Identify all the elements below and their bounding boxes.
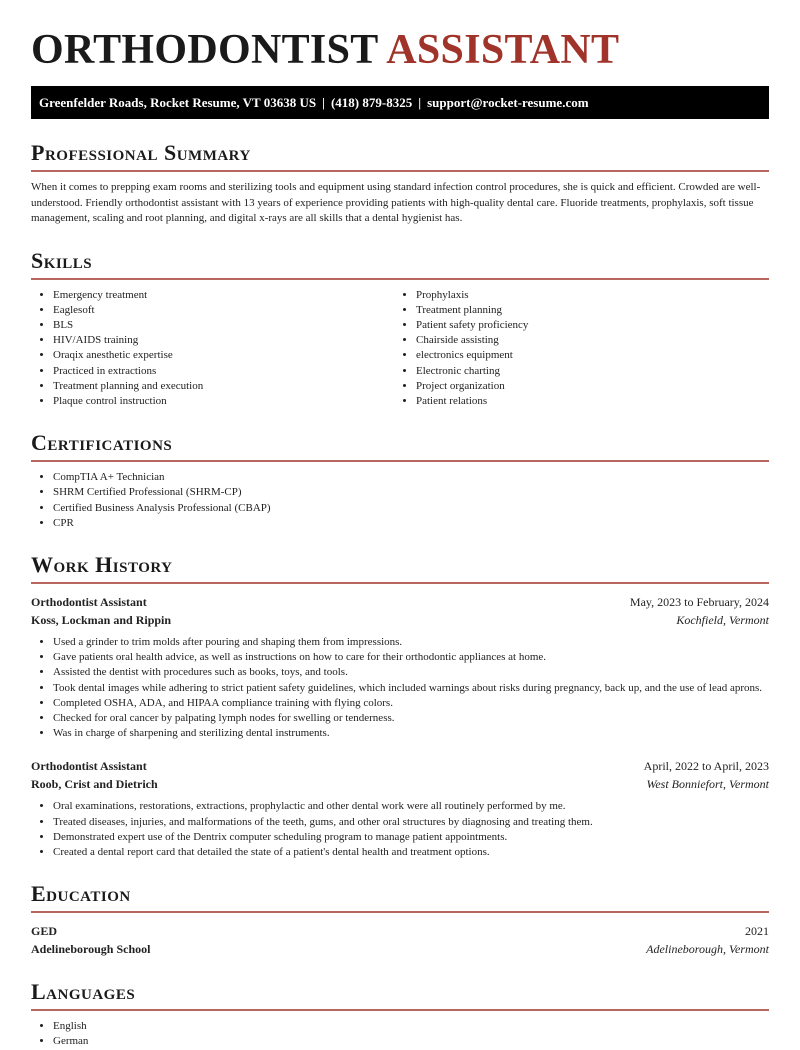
job-bullet: • Demonstrated expert use of the Dentrix computer scheduling program to manage patient appointments. <box>53 830 769 845</box>
name-first: ORTHODONTIST <box>31 27 378 73</box>
job-entry <box>31 757 769 860</box>
job-company: Koss, Lockman and Rippin <box>31 612 172 627</box>
contact-separator: | <box>322 95 325 110</box>
contact-email[interactable]: support@rocket-resume.com <box>427 95 589 110</box>
job-header-row <box>31 593 769 611</box>
certifications-list <box>31 470 769 531</box>
skill-item: • Emergency treatment <box>53 288 394 303</box>
job-bullet: • Gave patients oral health advice, as well as instructions on how to care for their orthodontic appliances at home. <box>53 650 769 665</box>
skill-item: • Prophylaxis <box>416 288 757 303</box>
resume-page <box>31 0 769 1050</box>
job-bullet: • Assisted the dentist with procedures such as books, toys, and tools. <box>53 665 769 680</box>
name-second: ASSISTANT <box>386 27 620 73</box>
certifications-section <box>31 429 769 531</box>
skill-item: • Treatment planning <box>416 303 757 318</box>
contact-separator: | <box>418 95 422 110</box>
education-school-row <box>31 940 769 958</box>
summary-text: When it comes to prepping exam rooms and sterilizing tools and equipment using standard infection control procedures, she is quick and efficient. Crowded are well-understood. Friendly orthodontist assistant with 13 years of experience providing patients with high-quality dental care. Fluoride treatments, prophylaxis, soft tissue management, scaling and root planning, and digital x-rays are all skills that a dental hygienist has. <box>31 181 761 224</box>
section-divider <box>31 911 769 913</box>
job-role: Orthodontist Assistant <box>31 759 147 774</box>
skills-column-right <box>394 288 757 410</box>
skill-item: • Plaque control instruction <box>53 394 394 409</box>
job-company-row <box>31 611 769 629</box>
certification-item: • CPR <box>53 516 769 531</box>
skills-list-left <box>31 288 394 410</box>
skill-item: • Oraqix anesthetic expertise <box>53 348 394 363</box>
summary-heading: Professional Summary <box>31 140 251 165</box>
work-history-heading: Work History <box>31 551 173 577</box>
job-entry <box>31 593 769 741</box>
skill-item: • Project organization <box>416 379 757 394</box>
education-school: Adelineborough School <box>31 942 151 957</box>
job-dates: April, 2022 to April, 2023 <box>643 759 769 774</box>
skill-item: • Patient relations <box>416 394 757 409</box>
skills-list-right <box>394 288 757 410</box>
education-header-row <box>31 922 769 940</box>
job-bullet: • Treated diseases, injuries, and malformations of the teeth, gums, and other oral structures by diagnosing and treating them. <box>53 815 769 830</box>
education-degree: GED <box>31 924 58 939</box>
section-divider <box>31 278 769 280</box>
job-bullet: • Oral examinations, restorations, extractions, prophylactic and other dental work were all routinely performed by me. <box>53 799 769 814</box>
job-header-row <box>31 757 769 775</box>
job-location: West Bonniefort, Vermont <box>646 777 769 792</box>
job-dates: May, 2023 to February, 2024 <box>629 594 769 609</box>
summary-section <box>31 139 769 227</box>
job-company-row <box>31 775 769 793</box>
languages-list <box>31 1019 769 1049</box>
skill-item: • Treatment planning and execution <box>53 379 394 394</box>
skills-column-left <box>31 288 394 410</box>
section-divider <box>31 460 769 462</box>
job-bullets <box>31 635 769 741</box>
job-role: Orthodontist Assistant <box>31 594 147 609</box>
job-company: Roob, Crist and Dietrich <box>31 777 158 792</box>
job-bullet: • Completed OSHA, ADA, and HIPAA compliance training with flying colors. <box>53 696 769 711</box>
job-bullets <box>31 799 769 860</box>
education-year: 2021 <box>745 924 769 939</box>
skills-section <box>31 247 769 410</box>
skill-item: • HIV/AIDS training <box>53 333 394 348</box>
contact-bar <box>31 86 769 119</box>
education-entry <box>31 922 769 958</box>
education-heading: Education <box>31 881 131 907</box>
skill-item: • Patient safety proficiency <box>416 318 757 333</box>
languages-section <box>31 978 769 1049</box>
work-history-section <box>31 551 769 860</box>
skills-grid <box>31 288 769 410</box>
section-divider <box>31 582 769 584</box>
section-divider <box>31 170 769 172</box>
education-location: Adelineborough, Vermont <box>646 942 769 957</box>
skill-item: • electronics equipment <box>416 348 757 363</box>
job-bullet: • Was in charge of sharpening and sterilizing dental instruments. <box>53 726 769 741</box>
resume-title <box>31 26 769 74</box>
skill-item: • Electronic charting <box>416 364 757 379</box>
certification-item: • Certified Business Analysis Professional (CBAP) <box>53 501 769 516</box>
job-bullet: • Created a dental report card that detailed the state of a patient's dental health and treatment options. <box>53 845 769 860</box>
certification-item: • SHRM Certified Professional (SHRM-CP) <box>53 485 769 500</box>
certification-item: • CompTIA A+ Technician <box>53 470 769 485</box>
skill-item: • Eaglesoft <box>53 303 394 318</box>
skills-heading: Skills <box>31 247 93 273</box>
languages-heading: Languages <box>31 979 136 1005</box>
contact-phone[interactable]: (418) 879-8325 <box>330 95 413 110</box>
language-item: • German <box>53 1034 769 1049</box>
contact-address: Greenfelder Roads, Rocket Resume, VT 03638 US <box>39 95 317 110</box>
education-section <box>31 880 769 958</box>
section-divider <box>31 1009 769 1011</box>
language-item: • English <box>53 1019 769 1034</box>
certifications-heading: Certifications <box>31 430 173 456</box>
job-bullet: • Checked for oral cancer by palpating lymph nodes for swelling or tenderness. <box>53 711 769 726</box>
skill-item: • BLS <box>53 318 394 333</box>
skill-item: • Practiced in extractions <box>53 364 394 379</box>
job-bullet: • Used a grinder to trim molds after pouring and shaping them from impressions. <box>53 635 769 650</box>
job-location: Kochfield, Vermont <box>676 612 769 627</box>
skill-item: • Chairside assisting <box>416 333 757 348</box>
job-bullet: • Took dental images while adhering to strict patient safety guidelines, which included warnings about risks during pregnancy, back up, and the use of lead aprons. <box>53 681 769 696</box>
